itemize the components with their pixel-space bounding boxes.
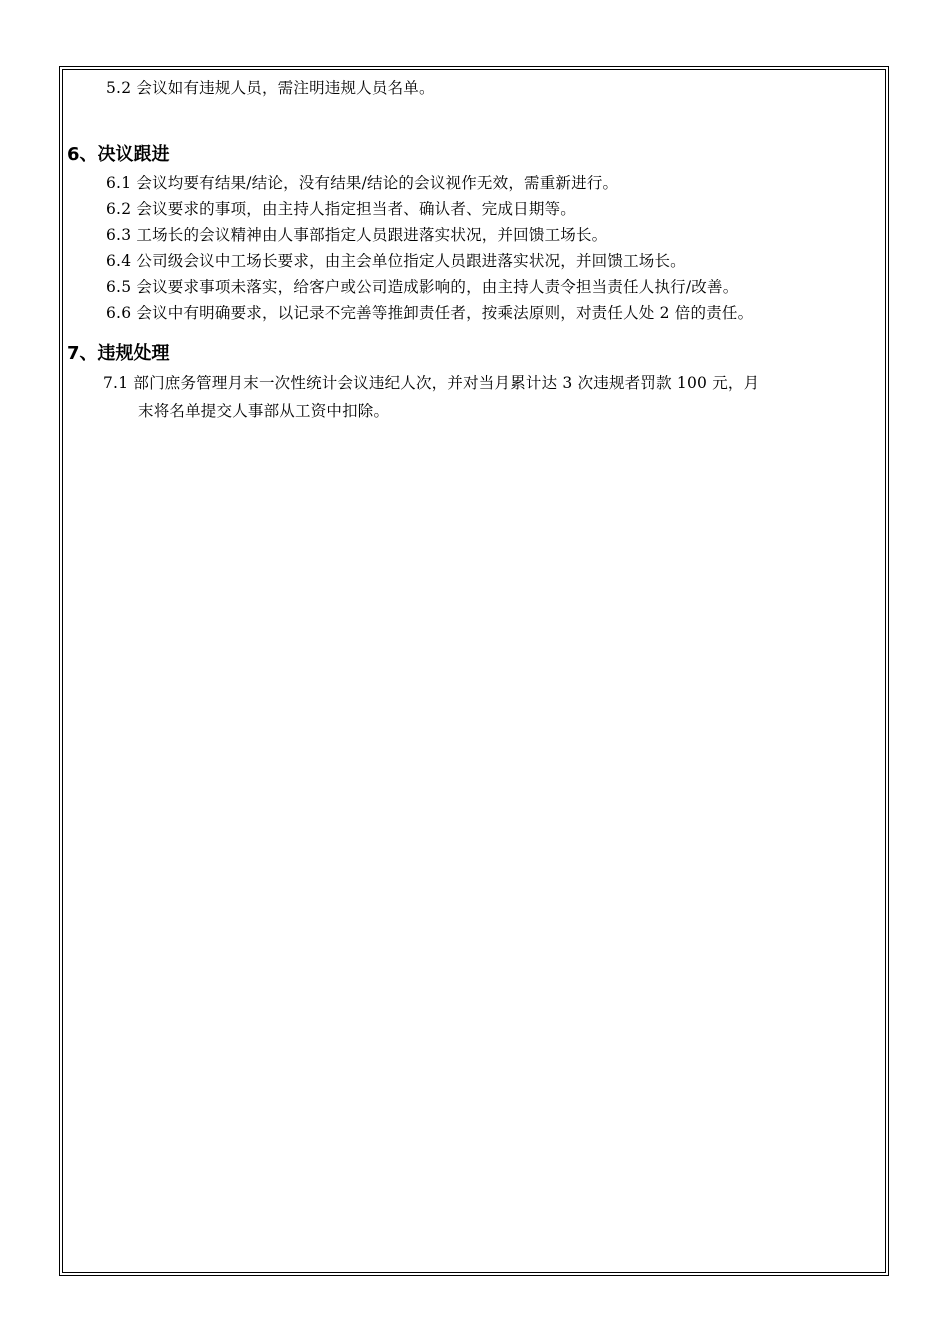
section-6-heading: 6、决议跟进 bbox=[67, 144, 170, 165]
item-6-5: 6.5 会议要求事项未落实，给客户或公司造成影响的，由主持人责令担当责任人执行/改善。 bbox=[106, 278, 739, 296]
item-5-2: 5.2 会议如有违规人员，需注明违规人员名单。 bbox=[106, 79, 435, 97]
item-6-1: 6.1 会议均要有结果/结论，没有结果/结论的会议视作无效，需重新进行。 bbox=[106, 174, 619, 192]
item-7-1-line1: 7.1 部门庶务管理月末一次性统计会议违纪人次，并对当月累计达 3 次违规者罚款 100 元，月 bbox=[103, 374, 760, 392]
section-7-heading: 7、违规处理 bbox=[67, 343, 170, 364]
item-6-2: 6.2 会议要求的事项，由主持人指定担当者、确认者、完成日期等。 bbox=[106, 200, 576, 218]
item-6-6: 6.6 会议中有明确要求，以记录不完善等推卸责任者，按乘法原则，对责任人处 2 倍的责任。 bbox=[106, 304, 754, 322]
item-6-4: 6.4 公司级会议中工场长要求，由主会单位指定人员跟进落实状况，并回馈工场长。 bbox=[106, 252, 686, 270]
page-border-inner bbox=[62, 69, 886, 1273]
item-6-3: 6.3 工场长的会议精神由人事部指定人员跟进落实状况，并回馈工场长。 bbox=[106, 226, 608, 244]
item-7-1-line2: 末将名单提交人事部从工资中扣除。 bbox=[138, 402, 390, 420]
